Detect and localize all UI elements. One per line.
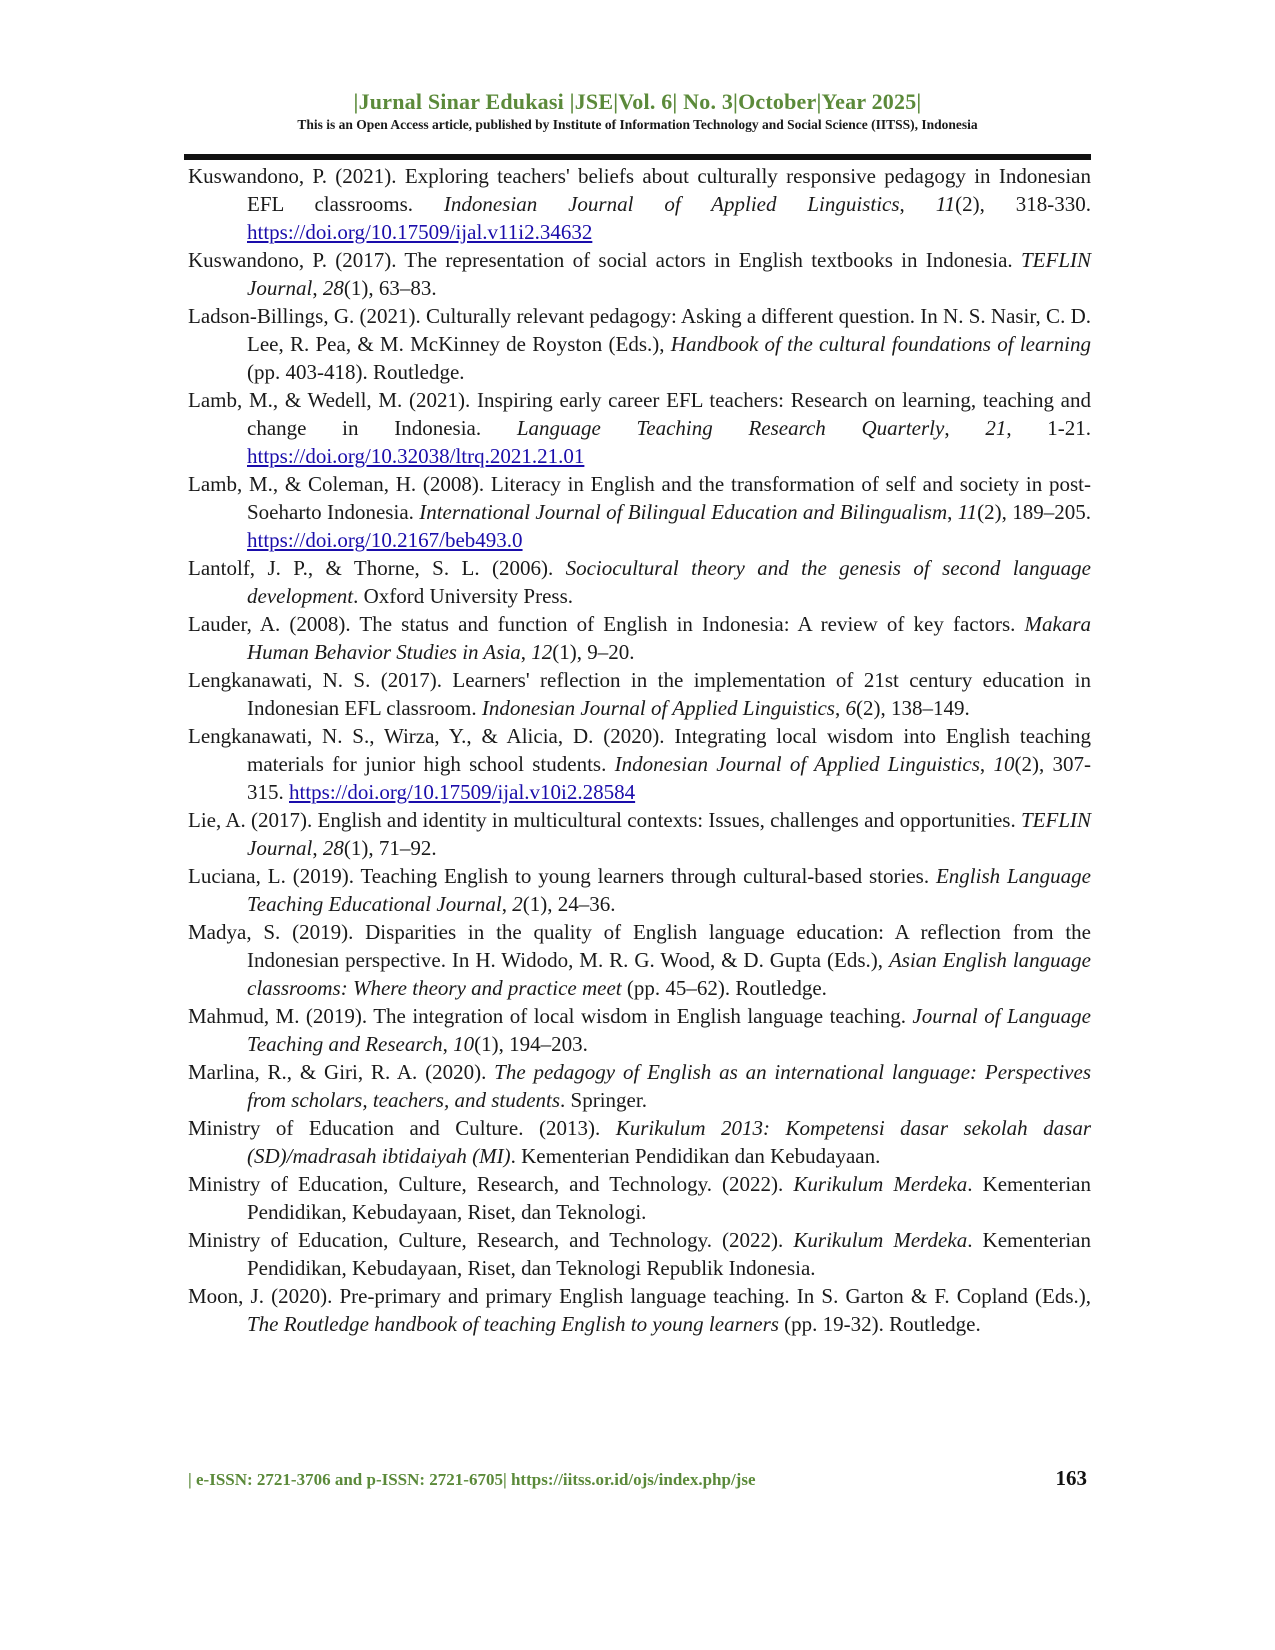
reference-item — [188, 1170, 1091, 1226]
reference-details: . Kementerian Pendidikan, Kebudayaan, Riset, dan Teknologi. — [247, 1172, 1092, 1224]
reference-source-title: Kurikulum Merdeka — [793, 1228, 968, 1252]
reference-text: Lamb, M., & Coleman, H. (2008). Literacy in English and the transformation of self and society in post-Soeharto Indonesia. — [188, 472, 1091, 524]
reference-item — [188, 1058, 1091, 1114]
reference-item — [188, 806, 1091, 862]
page-number: 163 — [1055, 1466, 1087, 1490]
reference-doi-link[interactable]: https://doi.org/10.2167/beb493.0 — [247, 528, 523, 552]
reference-item — [188, 666, 1091, 722]
reference-item — [188, 470, 1091, 554]
reference-text: Lie, A. (2017). English and identity in multicultural contexts: Issues, challenges and opportunities. — [188, 808, 1021, 832]
reference-details: (pp. 403-418). Routledge. — [247, 360, 465, 384]
reference-details: (2), 138–149. — [855, 696, 970, 720]
reference-details: (2), 189–205. — [977, 500, 1091, 524]
reference-text: Ministry of Education, Culture, Research, and Technology. (2022). — [188, 1228, 794, 1252]
reference-source-title: Asian English language classrooms: Where theory and practice meet — [247, 948, 1091, 1000]
reference-details: (1), 63–83. — [343, 276, 437, 300]
reference-source-title: International Journal of Bilingual Education and Bilingualism — [419, 500, 948, 524]
reference-details: (2), 307-315. — [247, 752, 1091, 804]
reference-item — [188, 1282, 1091, 1338]
reference-text: Marlina, R., & Giri, R. A. (2020). — [188, 1060, 495, 1084]
reference-source-title: Kurikulum Merdeka — [793, 1172, 968, 1196]
reference-separator: , — [501, 892, 513, 916]
reference-separator: , — [442, 1032, 454, 1056]
reference-item — [188, 386, 1091, 470]
reference-item — [188, 554, 1091, 610]
reference-details: (1), 9–20. — [552, 640, 635, 664]
journal-subtitle: This is an Open Access article, published by Institute of Information Technology and Social Science (IITSS), Indonesia — [297, 117, 978, 132]
reference-details: . Springer. — [560, 1088, 647, 1112]
reference-doi-link[interactable]: https://doi.org/10.17509/ijal.v11i2.34632 — [247, 220, 593, 244]
reference-details: (pp. 19-32). Routledge. — [778, 1312, 981, 1336]
reference-details: (1), 71–92. — [343, 836, 437, 860]
reference-source-title: Sociocultural theory and the genesis of second language development — [247, 556, 1091, 608]
reference-doi-link[interactable]: https://doi.org/10.17509/ijal.v10i2.28584 — [289, 780, 636, 804]
reference-text: Ministry of Education and Culture. (2013). — [188, 1116, 616, 1140]
reference-item — [188, 918, 1091, 1002]
reference-text: Mahmud, M. (2019). The integration of local wisdom in English language teaching. — [188, 1004, 913, 1028]
reference-source-title: Kurikulum 2013: Kompetensi dasar sekolah dasar (SD)/madrasah ibtidaiyah (MI) — [247, 1116, 1091, 1168]
reference-source-title: Handbook of the cultural foundations of learning — [670, 332, 1091, 356]
reference-source-title: Makara Human Behavior Studies in Asia — [247, 612, 1091, 664]
reference-source-title: TEFLIN Journal — [247, 248, 1091, 300]
reference-text: Lengkanawati, N. S., Wirza, Y., & Alicia, D. (2020). Integrating local wisdom into English teaching materials for junior high school students. — [188, 724, 1091, 776]
reference-source-title: Indonesian Journal of Applied Linguistics — [481, 696, 835, 720]
page-footer — [188, 1466, 1091, 1496]
reference-item — [188, 1002, 1091, 1058]
journal-title: |Jurnal Sinar Edukasi |JSE|Vol. 6| No. 3|October|Year 2025| — [353, 89, 922, 114]
reference-item — [188, 1226, 1091, 1282]
reference-text: Lamb, M., & Wedell, M. (2021). Inspiring early career EFL teachers: Research on learning, teaching and change in Indonesia. — [188, 388, 1091, 440]
reference-separator: , — [947, 500, 958, 524]
reference-separator: , — [899, 192, 936, 216]
reference-source-title: Indonesian Journal of Applied Linguistics — [443, 192, 900, 216]
reference-volume: 10 — [993, 752, 1015, 776]
reference-volume: 28 — [322, 836, 344, 860]
reference-item — [188, 610, 1091, 666]
reference-separator: , — [520, 640, 532, 664]
reference-text: Ladson-Billings, G. (2021). Culturally relevant pedagogy: Asking a different question. In N. S. Nasir, C. D. Lee, R. Pea, & M. McKinney de Royston (Eds.), — [188, 304, 1091, 356]
reference-details: (pp. 45–62). Routledge. — [621, 976, 827, 1000]
reference-volume: 21 — [985, 416, 1007, 440]
reference-separator: , — [312, 276, 323, 300]
reference-text: Kuswandono, P. (2017). The representation of social actors in English textbooks in Indonesia. — [188, 248, 1021, 272]
reference-text: Moon, J. (2020). Pre-primary and primary English language teaching. In S. Garton & F. Copland (Eds.), — [188, 1284, 1091, 1308]
reference-item — [188, 1114, 1091, 1170]
reference-text: Lauder, A. (2008). The status and function of English in Indonesia: A review of key factors. — [188, 612, 1025, 636]
reference-item — [188, 302, 1091, 386]
reference-volume: 10 — [453, 1032, 475, 1056]
reference-list — [188, 162, 1091, 1338]
reference-details: , 1-21. — [1006, 416, 1092, 440]
reference-details: . Kementerian Pendidikan, Kebudayaan, Riset, dan Teknologi Republik Indonesia. — [247, 1228, 1092, 1280]
reference-text: Kuswandono, P. (2021). Exploring teachers' beliefs about culturally responsive pedagogy in Indonesian EFL classrooms. — [188, 164, 1091, 216]
reference-separator: , — [979, 752, 994, 776]
page-header — [0, 88, 1275, 134]
reference-details: (1), 24–36. — [522, 892, 616, 916]
reference-separator: , — [312, 836, 323, 860]
reference-volume: 6 — [845, 696, 856, 720]
reference-details: (2), 318-330. — [955, 192, 1092, 216]
reference-separator: , — [944, 416, 986, 440]
reference-text: Lantolf, J. P., & Thorne, S. L. (2006). — [188, 556, 566, 580]
reference-text: Luciana, L. (2019). Teaching English to young learners through cultural-based stories. — [188, 864, 936, 888]
reference-details: . Oxford University Press. — [353, 584, 574, 608]
reference-text: Lengkanawati, N. S. (2017). Learners' reflection in the implementation of 21st century education in Indonesian EFL classroom. — [188, 668, 1091, 720]
reference-separator: , — [834, 696, 846, 720]
reference-text: Madya, S. (2019). Disparities in the quality of English language education: A reflection from the Indonesian perspective. In H. Widodo, M. R. G. Wood, & D. Gupta (Eds.), — [188, 920, 1091, 972]
reference-item — [188, 722, 1091, 806]
reference-doi-link[interactable]: https://doi.org/10.32038/ltrq.2021.21.01 — [247, 444, 585, 468]
reference-item — [188, 862, 1091, 918]
reference-volume: 11 — [935, 192, 956, 216]
reference-source-title: The pedagogy of English as an international language: Perspectives from scholars, teachers, and students — [247, 1060, 1091, 1112]
reference-text: Ministry of Education, Culture, Research, and Technology. (2022). — [188, 1172, 794, 1196]
reference-source-title: TEFLIN Journal — [247, 808, 1091, 860]
reference-source-title: English Language Teaching Educational Journal — [247, 864, 1092, 916]
reference-volume: 28 — [322, 276, 344, 300]
reference-source-title: Language Teaching Research Quarterly — [516, 416, 945, 440]
reference-source-title: Indonesian Journal of Applied Linguistics — [614, 752, 980, 776]
reference-item — [188, 246, 1091, 302]
reference-volume: 11 — [957, 500, 978, 524]
reference-volume: 2 — [512, 892, 523, 916]
footer-issn: | e-ISSN: 2721-3706 and p-ISSN: 2721-6705| https://iitss.or.id/ojs/index.php/jse — [188, 1470, 756, 1489]
reference-details: . Kementerian Pendidikan dan Kebudayaan. — [510, 1144, 881, 1168]
reference-item — [188, 162, 1091, 246]
header-divider — [184, 154, 1091, 160]
reference-details: (1), 194–203. — [474, 1032, 588, 1056]
reference-source-title: Journal of Language Teaching and Research — [247, 1004, 1091, 1056]
reference-source-title: The Routledge handbook of teaching English to young learners — [247, 1312, 779, 1336]
reference-volume: 12 — [531, 640, 553, 664]
